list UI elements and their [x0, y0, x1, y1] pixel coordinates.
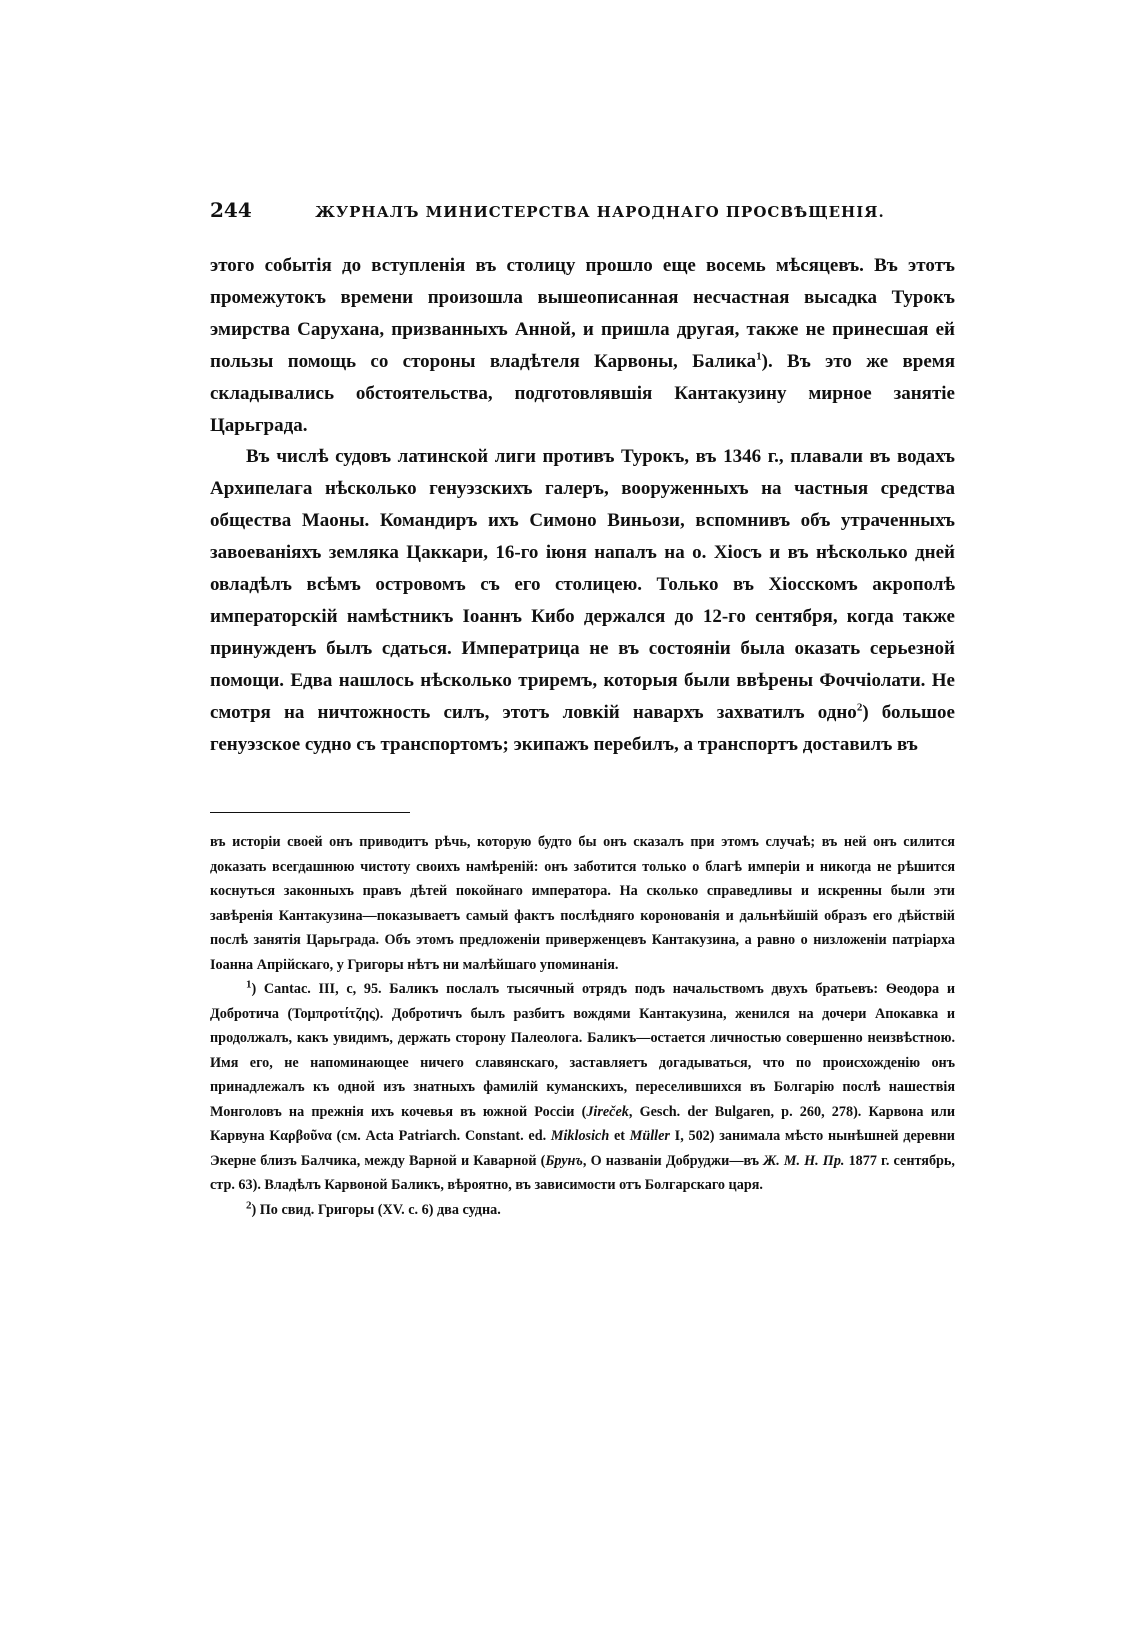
footnote-1-text-a: ) Cantac. III, c, 95. Баликъ послалъ тысячный отрядъ подъ начальствомъ двухъ братьевъ: Ѳеодора и Добротича (Τομπροτίτζης). Добротичъ былъ разбитъ вождями Кантакузина, женился на дочери Апокавка и продолжалъ, какъ увидимъ, держать сторону Палеолога. Баликъ—остается личностью совершенно неизвѣстною. Имя его, не напоминающее ничего славянскаго, заставляетъ догадываться, что по происхожденію онъ принадлежалъ къ одной изъ знатныхъ фамилій куманскихъ, переселившихся въ Болгарію послѣ нашествія Монголовъ на прежнія ихъ кочевья въ южной Россіи ( [210, 981, 955, 1120]
footnote-2-text: ) По свид. Григоры (XV. c. 6) два судна. [251, 1201, 501, 1218]
paragraph-2 [210, 441, 955, 760]
running-title: ЖУРНАЛЪ МИНИСТЕРСТВА НАРОДНАГО ПРОСВѢЩЕНІЯ. [315, 203, 885, 221]
page-header [210, 198, 910, 222]
footnote-1-text-d: I, 502) занимала мѣсто нынѣшней деревни Экерне близъ Балчика, между Варной и Каварной ( [210, 1128, 955, 1169]
footnote-1 [210, 977, 955, 1198]
footnote-1-journal: Ж. М. Н. Пр. [763, 1152, 845, 1169]
paragraph-2-text-a: Въ числѣ судовъ латинской лиги противъ Турокъ, въ 1346 г., плавали въ водахъ Архипелага нѣсколько генуэзскихъ галеръ, вооруженныхъ на частныя средства общества Маоны. Командиръ ихъ Симоно Виньози, вспомнивъ объ утраченныхъ завоеваніяхъ земляка Цаккари, 16-го іюня напалъ на о. Хіосъ и въ нѣсколько дней овладѣлъ всѣмъ островомъ съ его столицею. Только въ Хіосскомъ акрополѣ императорскій намѣстникъ Іоаннъ Кибо держался до 12-го сентября, когда также принужденъ былъ сдаться. Императрица не въ состояніи была оказать серьезной помощи. Едва нашлось нѣсколько триремъ, которыя были ввѣрены Фоччіолати. Не смотря на ничтожность силъ, этотъ ловкій навархъ захватилъ одно [210, 446, 955, 723]
footnote-1-author-miklosich: Miklosich [550, 1128, 610, 1144]
footnote-2-mark: 2 [246, 1198, 252, 1211]
footnote-2 [210, 1198, 955, 1223]
paragraph-1-text-a: этого событія до вступленія въ столицу прошло еще восемь мѣсяцевъ. Въ этотъ промежутокъ времени произошла вышеописанная несчастная высадка Турокъ эмирства Сарухана, призванныхъ Анной, и пришла другая, также не принесшая ей пользы помощь со стороны владѣтеля Карвоны, Балика [210, 255, 955, 372]
footnotes [210, 830, 955, 1222]
footnote-1-author-brun: Брунъ [545, 1152, 583, 1169]
paragraph-1 [210, 250, 955, 441]
paragraph-1-text-b: ). Въ это же время складывались обстоятельства, подготовлявшія Кантакузину мирное занятіе Царьграда. [210, 350, 955, 436]
footnote-1-author-jirecek: Jireček [586, 1103, 629, 1120]
footnote-ref-2: 2 [856, 701, 863, 714]
footnote-1-mark: 1 [246, 978, 252, 991]
footnote-ref-1: 1 [756, 350, 762, 363]
paragraph-2-text-b: ) большое генуэзское судно съ транспортомъ; экипажъ перебилъ, а транспортъ доставилъ въ [210, 701, 955, 755]
footnote-1-text-b: , Gesch. der Bulgaren, p. 260, 278). Карвона или Карвуна Καρβοῦνα (см. Acta Patriarch. Constant. ed. [210, 1103, 956, 1144]
footnote-1-text-e: , О названіи Добруджи—въ [582, 1152, 764, 1169]
footnote-1-text-c: et [609, 1128, 630, 1144]
footnote-1-author-muller: Müller [629, 1128, 670, 1144]
main-text [210, 250, 955, 761]
footnote-continuation: въ исторіи своей онъ приводитъ рѣчь, которую будто бы онъ сказалъ при этомъ случаѣ; въ ней онъ силится доказать всегдашнюю чистоту своихъ намѣреній: онъ заботится только о благѣ имперіи и никогда не рѣшится коснуться законныхъ правъ дѣтей покойнаго императора. На сколько справедливы и искренны были эти завѣренія Кантакузина—показываетъ самый фактъ послѣдняго коронованія и дальнѣйшій образъ его дѣйствій послѣ занятія Царьграда. Объ этомъ предложеніи приверженцевъ Кантакузина, а равно о низложеніи патріарха Іоанна Апрійскаго, у Григоры нѣтъ ни малѣйшаго упоминанія. [210, 834, 955, 973]
footnote-1-text-f: 1877 г. сентябрь, стр. 63). Владѣлъ Карвоной Баликъ, вѣроятно, въ зависимости отъ Болгарскаго царя. [210, 1152, 955, 1193]
footnote-divider [210, 812, 410, 813]
page-number: 244 [210, 198, 252, 222]
